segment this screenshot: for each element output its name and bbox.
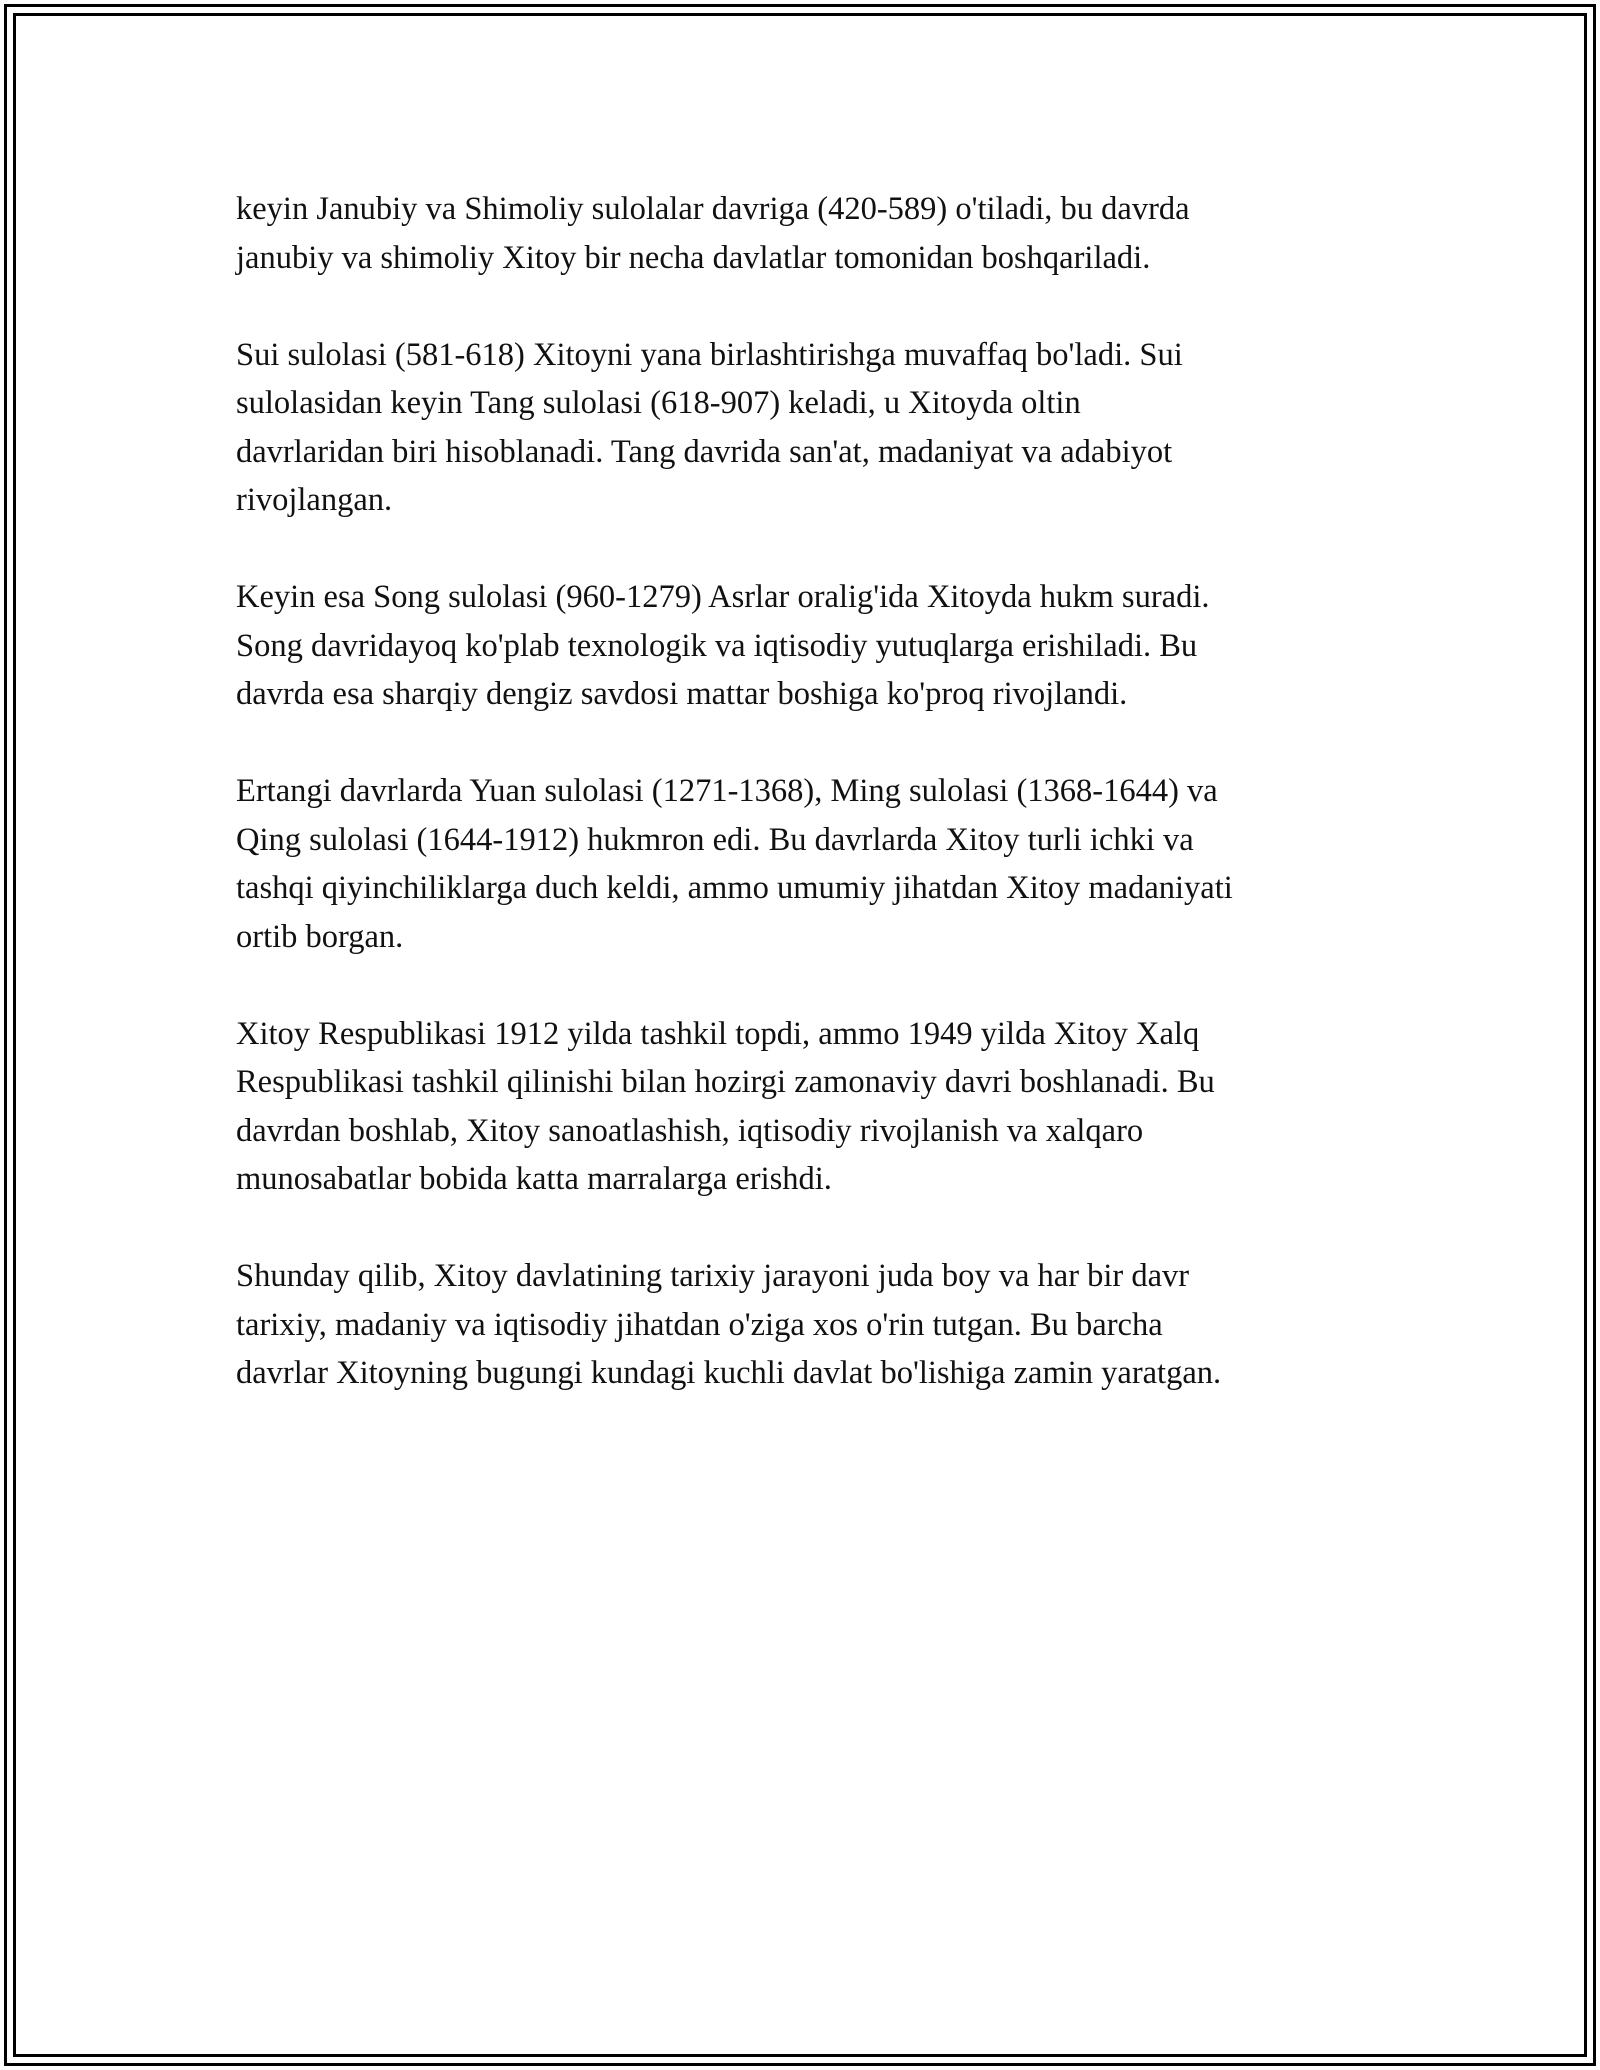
text-line: Song davridayoq ko'plab texnologik va iqtisodiy yutuqlarga erishiladi. Bu xyxy=(236,627,1198,664)
text-line: Qing sulolasi (1644-1912) hukmron edi. Bu davrlarda Xitoy turli ichki va xyxy=(236,821,1194,858)
paragraph-5 xyxy=(236,1010,1376,1204)
text-line: Shunday qilib, Xitoy davlatining tarixiy jarayoni juda boy va har bir davr xyxy=(236,1258,1190,1294)
text-line: ortib borgan. xyxy=(236,918,404,955)
text-line: tarixiy, madaniy va iqtisodiy jihatdan o'ziga xos o'rin tutgan. Bu barcha xyxy=(236,1306,1163,1343)
paragraph-4 xyxy=(236,767,1376,961)
text-line: davrda esa sharqiy dengiz savdosi mattar boshiga ko'proq rivojlandi. xyxy=(236,676,1128,712)
text-line: janubiy va shimoliy Xitoy bir necha davlatlar tomonidan boshqariladi. xyxy=(236,239,1151,276)
text-line: davrlaridan biri hisoblanadi. Tang davrida san'at, madaniyat va adabiyot xyxy=(236,433,1173,470)
text-line: Keyin esa Song sulolasi (960-1279) Asrlar oralig'ida Xitoyda hukm suradi. xyxy=(236,579,1210,615)
text-line: tashqi qiyinchiliklarga duch keldi, ammo umumiy jihatdan Xitoy madaniyati xyxy=(236,870,1233,906)
text-line: rivojlangan. xyxy=(236,482,393,518)
text-line: sulolasidan keyin Tang sulolasi (618-907) keladi, u Xitoyda oltin xyxy=(236,385,1081,421)
text-line: Respublikasi tashkil qilinishi bilan hozirgi zamonaviy davri boshlanadi. Bu xyxy=(236,1064,1215,1100)
text-line: davrlar Xitoyning bugungi kundagi kuchli davlat bo'lishiga zamin yaratgan. xyxy=(236,1355,1222,1391)
text-line: munosabatlar bobida katta marralarga erishdi. xyxy=(236,1161,832,1197)
paragraph-6 xyxy=(236,1252,1376,1398)
text-line: Sui sulolasi (581-618) Xitoyni yana birlashtirishga muvaffaq bo'ladi. Sui xyxy=(236,336,1183,373)
paragraph-1 xyxy=(236,185,1376,282)
text-line: keyin Janubiy va Shimoliy sulolalar davriga (420-589) o'tiladi, bu davrda xyxy=(236,191,1190,227)
paragraph-3 xyxy=(236,573,1376,719)
text-line: davrdan boshlab, Xitoy sanoatlashish, iqtisodiy rivojlanish va xalqaro xyxy=(236,1112,1144,1149)
text-line: Ertangi davrlarda Yuan sulolasi (1271-1368), Ming sulolasi (1368-1644) va xyxy=(236,773,1218,809)
text-line: Xitoy Respublikasi 1912 yilda tashkil topdi, ammo 1949 yilda Xitoy Xalq xyxy=(236,1015,1200,1052)
document-body xyxy=(236,185,1376,1446)
paragraph-2 xyxy=(236,331,1376,525)
